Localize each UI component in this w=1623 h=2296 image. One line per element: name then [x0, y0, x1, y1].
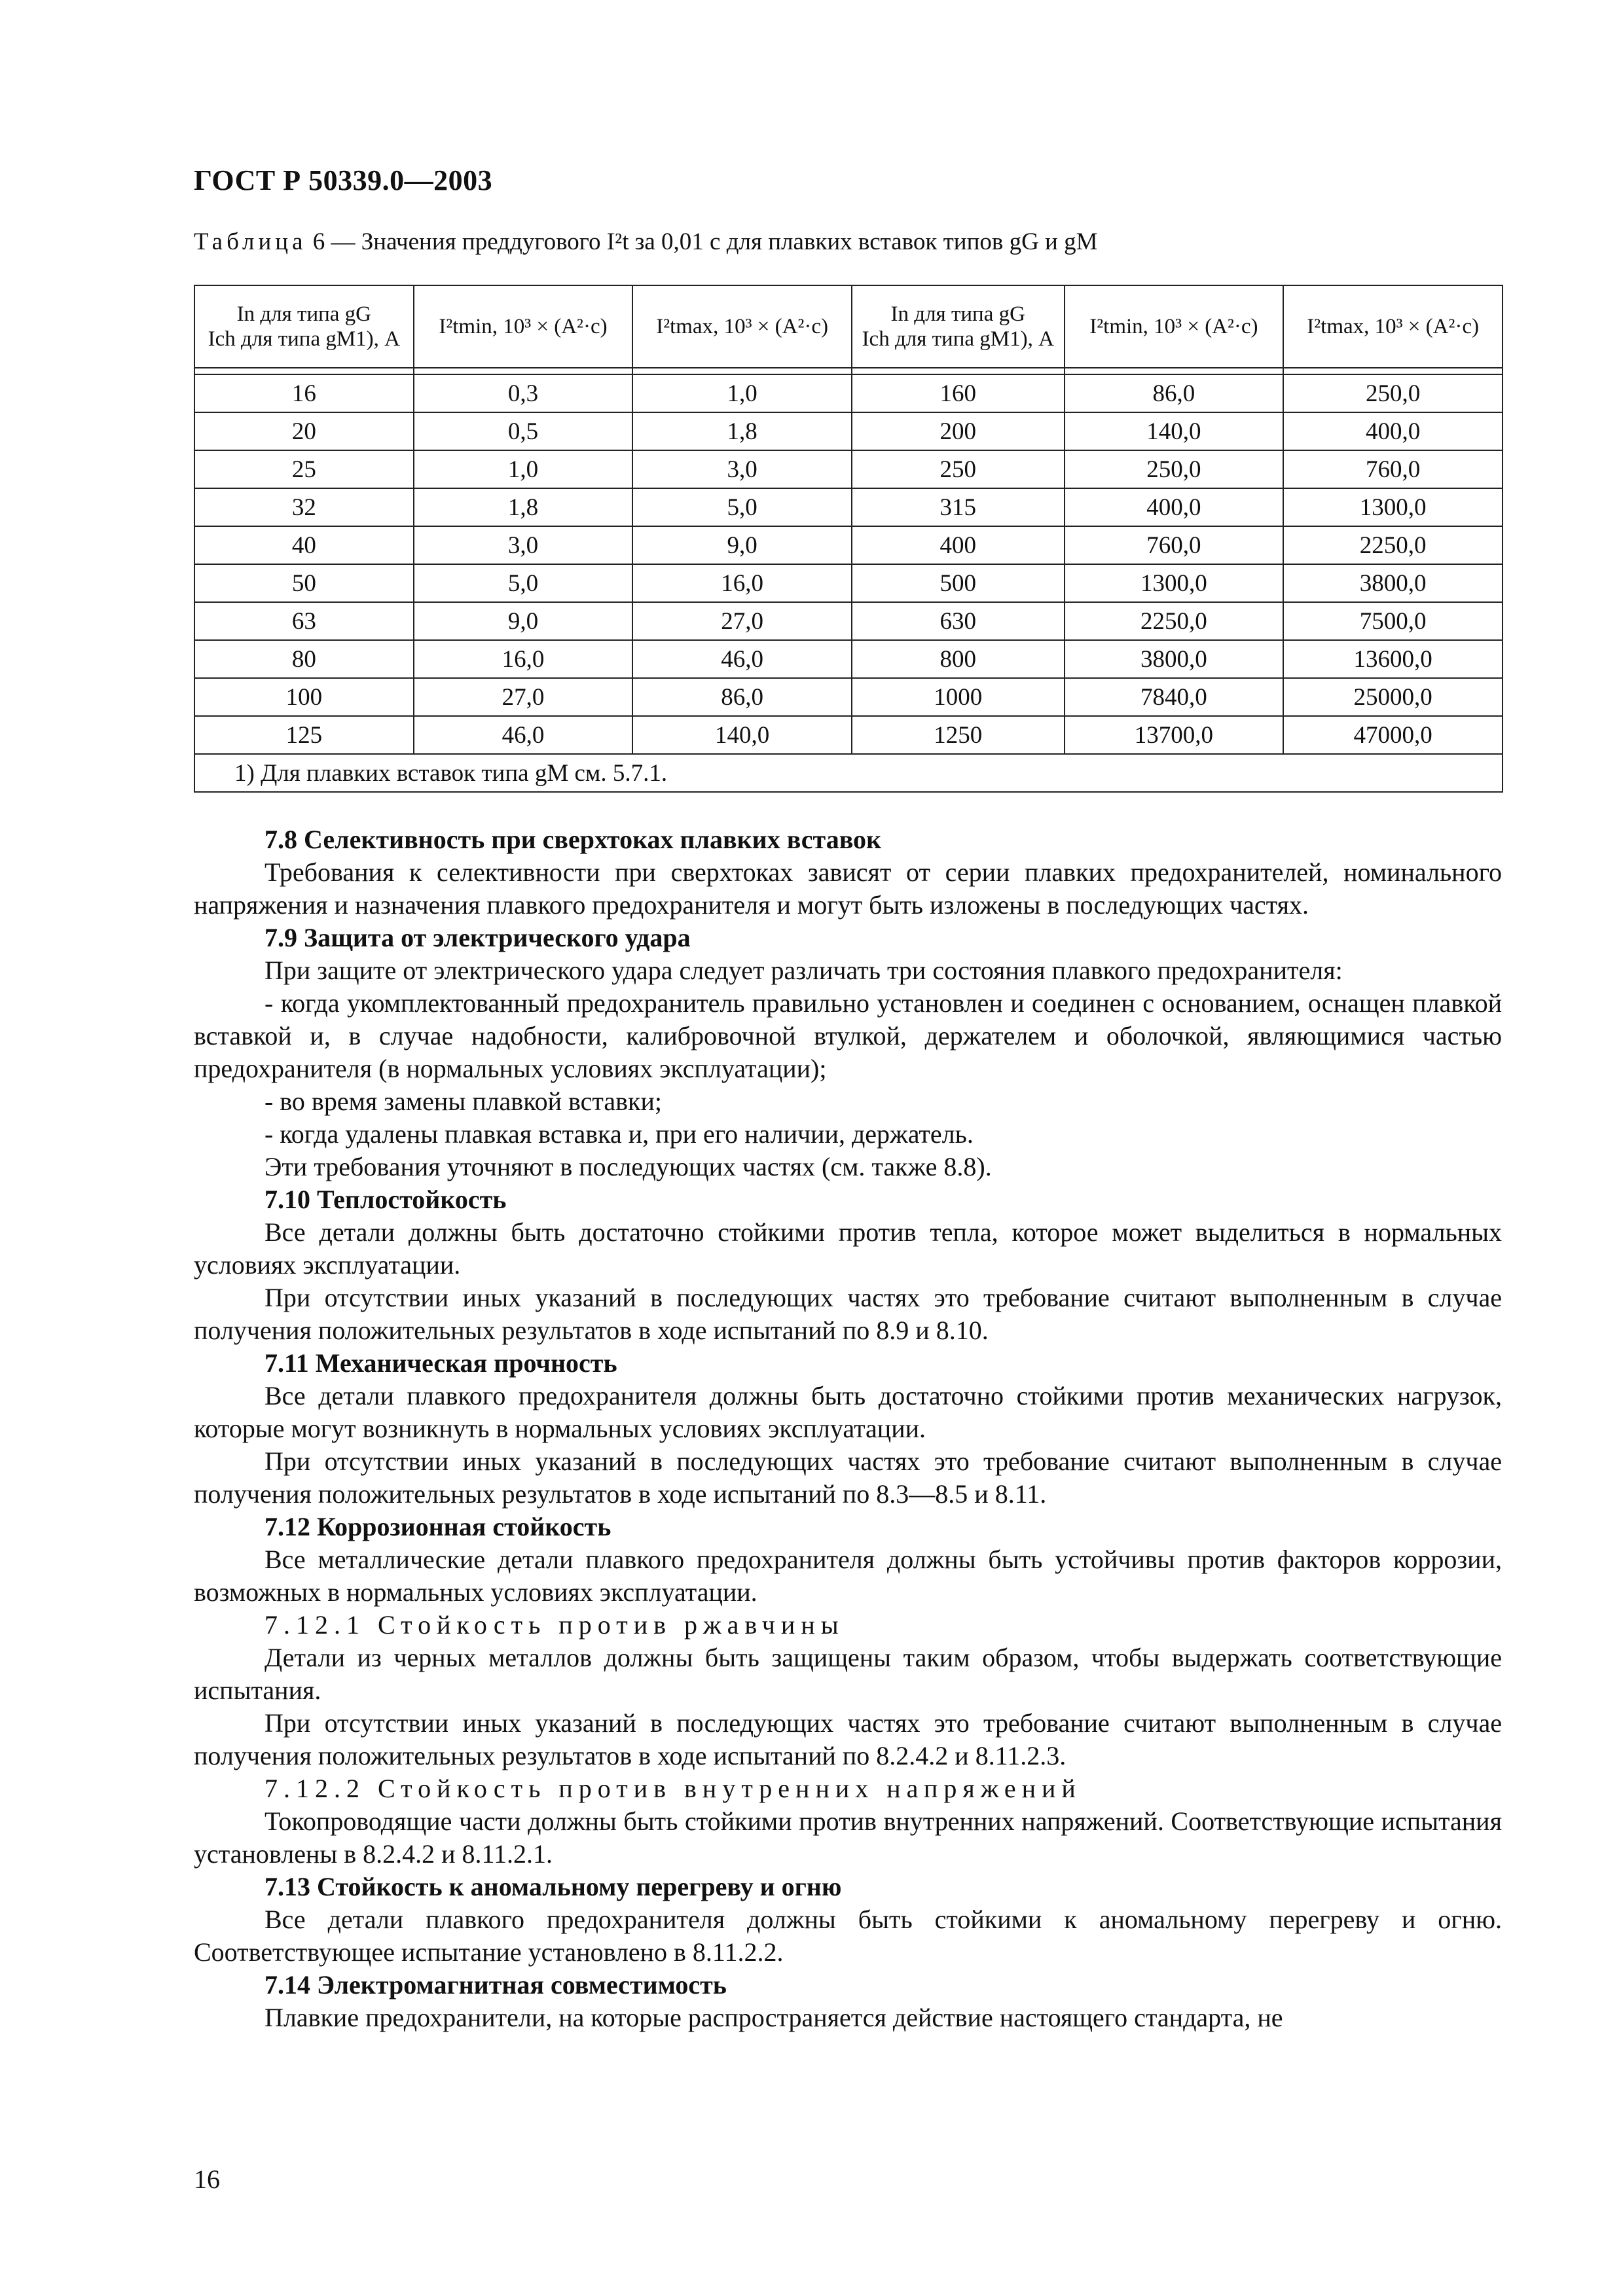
table-cell: 46,0 [632, 640, 852, 678]
table-row [194, 564, 1503, 602]
table-cell: 0,5 [414, 412, 633, 450]
section-7-14-paragraph-1: Плавкие предохранители, на которые распространяется действие настоящего стандарта, не [264, 2003, 1283, 2032]
section-7-12-2-paragraph-1: Токопроводящие части должны быть стойкими против внутренних напряжений. Соответствующие испытания установлены в 8.2.4.2 и 8.11.2.1. [194, 1806, 1502, 1869]
table-cell: 1,0 [414, 450, 633, 488]
header-current-col-2-line2: Ich для типа gM1), А [862, 327, 1054, 351]
header-i2t-min-col-2: I²tmin, 10³ × (A²·c) [1065, 285, 1284, 368]
table-cell: 40 [194, 526, 414, 564]
header-current-col-1-line2: Ich для типа gM1), А [208, 327, 400, 351]
table-cell: 16,0 [414, 640, 633, 678]
table-row [194, 374, 1503, 412]
table-cell: 20 [194, 412, 414, 450]
table-caption-text: 6 — Значения преддугового I²t за 0,01 с для плавких вставок типов gG и gM [312, 228, 1098, 255]
table-cell: 800 [852, 640, 1065, 678]
table-cell: 25000,0 [1283, 678, 1503, 716]
table-cell: 16,0 [632, 564, 852, 602]
table-cell: 50 [194, 564, 414, 602]
table-cell: 9,0 [632, 526, 852, 564]
table-footnote: 1) Для плавких вставок типа gM см. 5.7.1. [194, 754, 1503, 792]
section-7-12-1-paragraph-2: При отсутствии иных указаний в последующих частях это требование считают выполненным в случае получения положительных результатов в ходе испытаний по 8.2.4.2 и 8.11.2.3. [194, 1708, 1502, 1770]
table-cell: 3,0 [632, 450, 852, 488]
header-i2t-min-col-1: I²tmin, 10³ × (A²·c) [414, 285, 633, 368]
table-row [194, 450, 1503, 488]
table-cell: 86,0 [1065, 374, 1284, 412]
header-i2t-max-col-1: I²tmax, 10³ × (A²·c) [632, 285, 852, 368]
table-cell: 13600,0 [1283, 640, 1503, 678]
table-row [194, 526, 1503, 564]
table-cell: 125 [194, 716, 414, 754]
table-cell: 1,8 [414, 488, 633, 526]
table-cell: 1,0 [632, 374, 852, 412]
section-7-13-paragraph-1: Все детали плавкого предохранителя должны быть стойкими к аномальному перегреву и огню. Соответствующее испытание установлено в 8.11.2.2. [194, 1905, 1502, 1967]
header-i2t-max-col-2: I²tmax, 10³ × (A²·c) [1283, 285, 1503, 368]
table-cell: 400,0 [1283, 412, 1503, 450]
header-current-col-2 [852, 285, 1065, 368]
table-cell: 160 [852, 374, 1065, 412]
table-caption-prefix: Таблица [194, 228, 307, 255]
table-row [194, 602, 1503, 640]
table-cell: 400,0 [1065, 488, 1284, 526]
body-text [194, 823, 1502, 2034]
table-cell: 250,0 [1283, 374, 1503, 412]
section-7-12-title: 7.12 Коррозионная стойкость [264, 1512, 611, 1541]
section-7-10-paragraph-2: При отсутствии иных указаний в последующих частях это требование считают выполненным в случае получения положительных результатов в ходе испытаний по 8.9 и 8.10. [194, 1283, 1502, 1345]
document-header: ГОСТ Р 50339.0—2003 [194, 164, 493, 196]
section-7-9-paragraph-3: - во время замены плавкой вставки; [264, 1086, 662, 1116]
page-number: 16 [194, 2164, 220, 2194]
header-current-col-2-line1: In для типа gG [890, 302, 1025, 326]
section-7-12-paragraph-1: Все металлические детали плавкого предохранителя должны быть устойчивы против факторов коррозии, возможных в нормальных условиях эксплуатации. [194, 1545, 1502, 1607]
table-cell: 100 [194, 678, 414, 716]
section-7-11-title: 7.11 Механическая прочность [264, 1348, 617, 1378]
header-current-col-1 [194, 285, 414, 368]
table-6 [194, 285, 1503, 793]
section-7-10-title: 7.10 Теплостойкость [264, 1185, 507, 1214]
table-cell: 5,0 [414, 564, 633, 602]
table-cell: 1300,0 [1065, 564, 1284, 602]
table-cell: 9,0 [414, 602, 633, 640]
section-7-12-1-title: 7.12.1 Стойкость против ржавчины [264, 1610, 845, 1640]
table-cell: 7840,0 [1065, 678, 1284, 716]
table-cell: 140,0 [632, 716, 852, 754]
header-current-col-1-line1: In для типа gG [236, 302, 372, 326]
table-cell: 1300,0 [1283, 488, 1503, 526]
section-7-11-paragraph-2: При отсутствии иных указаний в последующих частях это требование считают выполненным в случае получения положительных результатов в ходе испытаний по 8.3—8.5 и 8.11. [194, 1446, 1502, 1509]
section-7-8-title: 7.8 Селективность при сверхтоках плавких вставок [264, 825, 882, 854]
section-7-14-title: 7.14 Электромагнитная совместимость [264, 1970, 727, 2000]
table-cell: 27,0 [632, 602, 852, 640]
table-cell: 2250,0 [1065, 602, 1284, 640]
table-cell: 140,0 [1065, 412, 1284, 450]
table-row [194, 716, 1503, 754]
table-cell: 760,0 [1283, 450, 1503, 488]
table-footnote-row [194, 754, 1503, 792]
table-row [194, 640, 1503, 678]
table-cell: 47000,0 [1283, 716, 1503, 754]
table-cell: 630 [852, 602, 1065, 640]
table-cell: 2250,0 [1283, 526, 1503, 564]
table-cell: 46,0 [414, 716, 633, 754]
section-7-12-1-paragraph-1: Детали из черных металлов должны быть защищены таким образом, чтобы выдержать соответствующие испытания. [194, 1643, 1502, 1705]
table-cell: 3800,0 [1065, 640, 1284, 678]
table-cell: 400 [852, 526, 1065, 564]
table-cell: 13700,0 [1065, 716, 1284, 754]
section-7-9-paragraph-2: - когда укомплектованный предохранитель правильно установлен и соединен с основанием, оснащен плавкой вставкой и, в случае надобности, калибровочной втулкой, держателем и оболочкой, являющимися частью предохранителя (в нормальных условиях эксплуатации); [194, 988, 1502, 1083]
table-cell: 27,0 [414, 678, 633, 716]
table-cell: 760,0 [1065, 526, 1284, 564]
section-7-9-title: 7.9 Защита от электрического удара [264, 923, 691, 952]
table-cell: 32 [194, 488, 414, 526]
table-cell: 0,3 [414, 374, 633, 412]
section-7-9-paragraph-1: При защите от электрического удара следует различать три состояния плавкого предохранителя: [264, 956, 1343, 985]
table-cell: 250,0 [1065, 450, 1284, 488]
table-cell: 1000 [852, 678, 1065, 716]
table-cell: 1,8 [632, 412, 852, 450]
table-row [194, 412, 1503, 450]
section-7-10-paragraph-1: Все детали должны быть достаточно стойкими против тепла, которое может выделиться в нормальных условиях эксплуатации. [194, 1217, 1502, 1280]
table-cell: 7500,0 [1283, 602, 1503, 640]
table-cell: 1250 [852, 716, 1065, 754]
section-7-8-paragraph: Требования к селективности при сверхтоках зависят от серии плавких предохранителей, номинального напряжения и назначения плавкого предохранителя и могут быть изложены в последующих частях. [194, 857, 1502, 920]
table-cell: 25 [194, 450, 414, 488]
table-caption [194, 228, 1098, 256]
table-cell: 3800,0 [1283, 564, 1503, 602]
table-cell: 3,0 [414, 526, 633, 564]
table-cell: 250 [852, 450, 1065, 488]
table-cell: 200 [852, 412, 1065, 450]
table-row [194, 678, 1503, 716]
section-7-9-paragraph-5: Эти требования уточняют в последующих частях (см. также 8.8). [264, 1152, 992, 1181]
section-7-12-2-title: 7.12.2 Стойкость против внутренних напряжений [264, 1774, 1082, 1803]
header-separator [194, 368, 1503, 374]
section-7-9-paragraph-4: - когда удалены плавкая вставка и, при его наличии, держатель. [264, 1119, 974, 1149]
table-cell: 80 [194, 640, 414, 678]
table-cell: 315 [852, 488, 1065, 526]
section-7-13-title: 7.13 Стойкость к аномальному перегреву и огню [264, 1872, 842, 1901]
table-cell: 5,0 [632, 488, 852, 526]
table-cell: 86,0 [632, 678, 852, 716]
table-header-row [194, 285, 1503, 368]
table-cell: 500 [852, 564, 1065, 602]
section-7-11-paragraph-1: Все детали плавкого предохранителя должны быть достаточно стойкими против механических нагрузок, которые могут возникнуть в нормальных условиях эксплуатации. [194, 1381, 1502, 1443]
table-cell: 63 [194, 602, 414, 640]
table-row [194, 488, 1503, 526]
table-cell: 16 [194, 374, 414, 412]
